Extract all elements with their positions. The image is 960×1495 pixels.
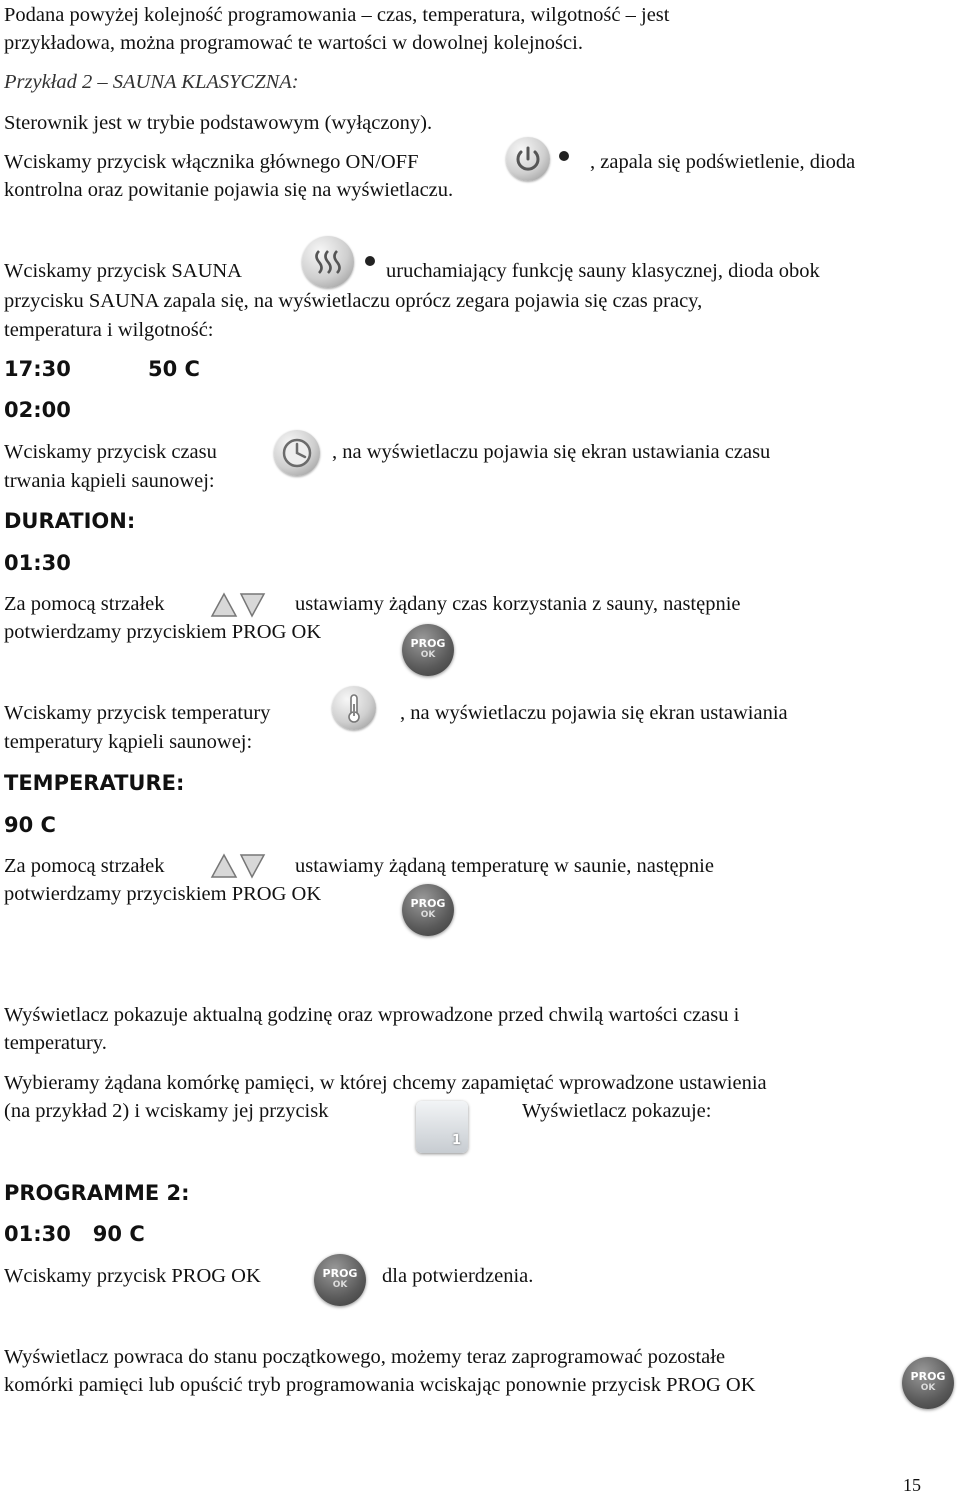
sauna-text-3: temperatura i wilgotność: [4,319,214,341]
onoff-text-2: kontrolna oraz powitanie pojawia się na wyświetlaczu. [4,179,454,201]
sauna-text-1a: Wciskamy przycisk SAUNA [4,260,242,282]
display-programme-value: 01:30 90 C [4,1222,145,1246]
prog-ok-button-icon: PROG OK [402,624,454,676]
time-text-1b: , na wyświetlaczu pojawia się ekran ustawiania czasu [332,441,771,463]
final-line-2: komórki pamięci lub opuścić tryb programowania wciskając ponownie przycisk PROG OK [4,1374,756,1396]
page-number: 15 [903,1475,921,1495]
example-heading: Przykład 2 – SAUNA KLASYCZNA: [4,71,299,93]
time-text-2: trwania kąpieli saunowej: [4,470,215,492]
controller-state: Sterownik jest w trybie podstawowym (wyłączony). [4,112,433,134]
arrows-time-text-1b: ustawiamy żądany czas korzystania z sauny, następnie [295,593,741,615]
display-duration: 02:00 [4,398,71,422]
clock-button-icon [274,430,320,476]
thermometer-button-icon [332,686,376,730]
summary-line-1: Wyświetlacz pokazuje aktualną godzinę oraz wprowadzone przed chwilą wartości czasu i [4,1004,740,1026]
summary-line-2: temperatury. [4,1032,107,1054]
prog-ok-button-icon: PROG OK [314,1254,366,1306]
display-temperature: 50 C [148,357,200,381]
sauna-text-2: przycisku SAUNA zapala się, na wyświetlaczu oprócz zegara pojawia się czas pracy, [4,290,703,312]
arrows-time-text-2: potwierdzamy przyciskiem PROG OK [4,621,322,643]
temp-text-1b: , na wyświetlaczu pojawia się ekran ustawiania [400,702,788,724]
onoff-text-1a: Wciskamy przycisk włącznika głównego ON/OFF [4,151,419,173]
display-temperature-label: TEMPERATURE: [4,771,185,795]
arrows-temp-text-1a: Za pomocą strzałek [4,855,165,877]
display-temperature-value: 90 C [4,813,56,837]
sauna-text-1b: uruchamiający funkcję sauny klasycznej, dioda obok [386,260,820,282]
memory-line-2b: Wyświetlacz pokazuje: [522,1100,712,1122]
memory-line-2a: (na przykład 2) i wciskamy jej przycisk [4,1100,329,1122]
arrows-temp-text-1b: ustawiamy żądaną temperaturę w saunie, następnie [295,855,714,877]
led-indicator-dot [365,256,375,266]
confirm-text-a: Wciskamy przycisk PROG OK [4,1265,261,1287]
up-down-arrows-icon [210,853,266,879]
onoff-text-1b: , zapala się podświetlenie, dioda [590,151,856,173]
temp-text-2: temperatury kąpieli saunowej: [4,731,253,753]
arrows-time-text-1a: Za pomocą strzałek [4,593,165,615]
sauna-button-icon [302,236,354,288]
display-programme-label: PROGRAMME 2: [4,1181,190,1205]
display-duration-value: 01:30 [4,551,71,575]
confirm-text-b: dla potwierdzenia. [382,1265,534,1287]
arrows-temp-text-2: potwierdzamy przyciskiem PROG OK [4,883,322,905]
memory-cell-button-icon: 1 [416,1101,468,1153]
power-button-icon [506,137,550,181]
up-down-arrows-icon [210,592,266,618]
intro-line-2: przykładowa, można programować te wartości w dowolnej kolejności. [4,32,583,54]
time-text-1a: Wciskamy przycisk czasu [4,441,217,463]
temp-text-1a: Wciskamy przycisk temperatury [4,702,271,724]
prog-ok-button-icon: PROG OK [902,1357,954,1409]
memory-line-1: Wybieramy żądana komórkę pamięci, w której chcemy zapamiętać wprowadzone ustawienia [4,1072,767,1094]
final-line-1: Wyświetlacz powraca do stanu początkowego, możemy teraz zaprogramować pozostałe [4,1346,726,1368]
display-clock: 17:30 [4,357,71,381]
led-indicator-dot [559,151,569,161]
intro-line-1: Podana powyżej kolejność programowania – czas, temperatura, wilgotność – jest [4,4,670,26]
prog-ok-button-icon: PROG OK [402,884,454,936]
display-duration-label: DURATION: [4,509,136,533]
